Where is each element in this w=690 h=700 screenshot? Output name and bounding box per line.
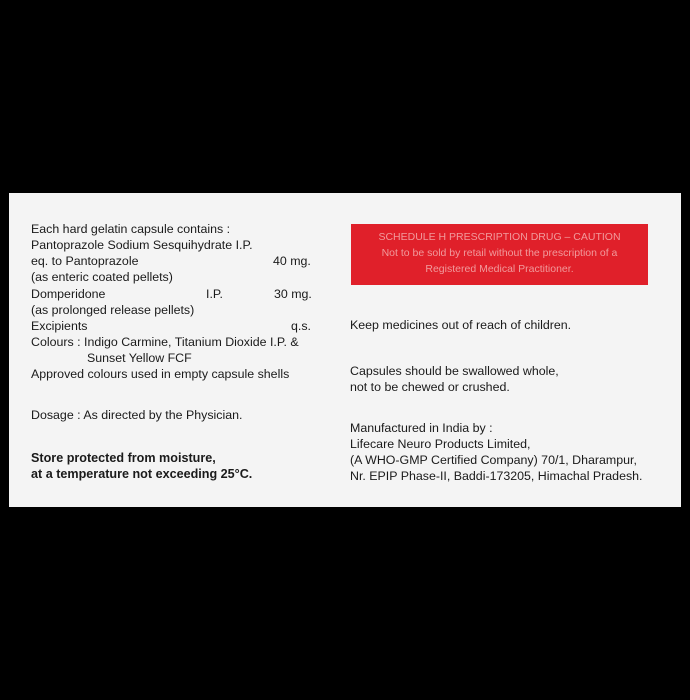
manufacturer-address-2: Nr. EPIP Phase-II, Baddi-173205, Himachal Pradesh.: [350, 469, 643, 483]
ingredient-domperidone: Domperidone: [31, 287, 106, 301]
keep-away-warning: Keep medicines out of reach of children.: [350, 318, 572, 332]
storage-line-2: at a temperature not exceeding 25°C.: [31, 467, 253, 481]
excipients-label: Excipients: [31, 319, 88, 333]
caution-line-2: Not to be sold by retail without the prescription of a: [381, 247, 618, 259]
carton-label-panel: [9, 193, 681, 507]
schedule-h-caution-box: [351, 224, 648, 285]
composition-heading: Each hard gelatin capsule contains :: [31, 222, 231, 236]
domperidone-dose: 30 mg.: [274, 287, 312, 301]
storage-line-1: Store protected from moisture,: [31, 451, 216, 465]
swallow-instruction-1: Capsules should be swallowed whole,: [350, 364, 559, 378]
manufacturer-address-1: (A WHO-GMP Certified Company) 70/1, Dharampur,: [350, 453, 637, 467]
manufacturer-heading: Manufactured in India by :: [350, 421, 493, 435]
swallow-instruction-2: not to be chewed or crushed.: [350, 380, 510, 394]
caution-title: SCHEDULE H PRESCRIPTION DRUG – CAUTION: [378, 231, 621, 243]
colours-line: Colours : Indigo Carmine, Titanium Dioxide I.P. &: [31, 335, 299, 349]
manufacturer-name: Lifecare Neuro Products Limited,: [350, 437, 531, 451]
approved-colours-note: Approved colours used in empty capsule shells: [31, 367, 290, 381]
pantoprazole-dose: 40 mg.: [273, 254, 311, 268]
excipients-value: q.s.: [291, 319, 311, 333]
domperidone-ip: I.P.: [206, 287, 223, 301]
caution-line-3: Registered Medical Practitioner.: [425, 263, 574, 275]
ingredient-pantoprazole: Pantoprazole Sodium Sesquihydrate I.P.: [31, 238, 253, 252]
pantoprazole-note: (as enteric coated pellets): [31, 270, 173, 284]
pantoprazole-equivalent-label: eq. to Pantoprazole: [31, 254, 139, 268]
domperidone-note: (as prolonged release pellets): [31, 303, 195, 317]
colours-line-continued: Sunset Yellow FCF: [87, 351, 192, 365]
dosage-text: Dosage : As directed by the Physician.: [31, 408, 243, 422]
